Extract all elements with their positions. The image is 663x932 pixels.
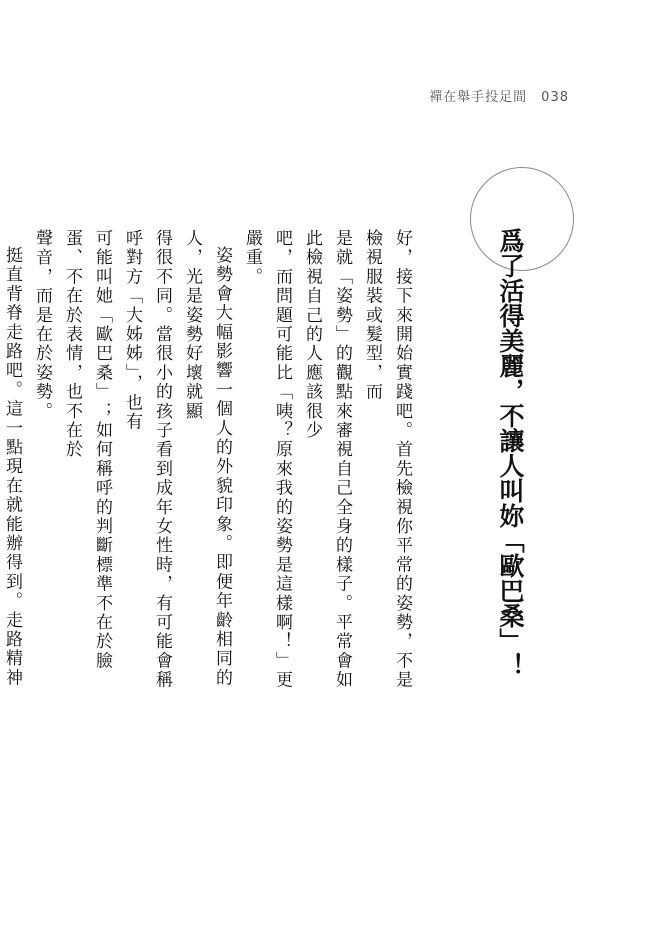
page-number: 038 <box>541 90 569 105</box>
chapter-title: 爲了活得美麗，不讓人叫妳「歐巴桑」！ <box>496 228 525 678</box>
book-title: 禪在舉手投足間 <box>429 90 528 105</box>
paragraph-1: 好，接下來開始實踐吧。首先檢視你平常的姿勢，不是檢視服裝或髮型，而 是就「姿勢」的觀點來審視自己全身的樣子。平常會如此檢視自己的人應該很少 吧，而問題可能比「咦？原來我的姿勢是這樣啊！」更嚴重。 <box>242 229 412 690</box>
paragraph-3: 挺直背脊走路吧。這一點現在就能辦得到。走路精神 <box>2 246 22 688</box>
running-head <box>429 86 569 105</box>
paragraph-2: 姿勢會大幅影響一個人的外貌印象。即便年齡相同的人，光是姿勢好壞就顯 得很不同。當很小的孩子看到成年女性時，有可能會稱呼對方「大姊姊」，也有 可能叫她「歐巴桑」；如何稱呼的判斷標準不在於臉蛋、不在於表情，也不在於 聲音，而是在於姿勢。 <box>32 229 232 690</box>
body-text <box>2 229 417 699</box>
